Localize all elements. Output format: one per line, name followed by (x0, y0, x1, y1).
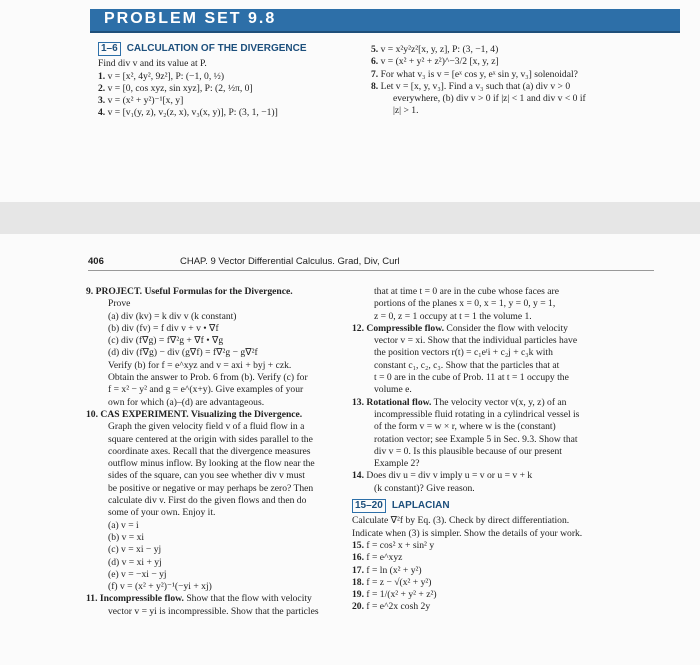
text-line (86, 520, 344, 532)
problem-number: 18. (352, 576, 367, 588)
text-line (352, 458, 614, 470)
text-line (352, 540, 614, 552)
problem-heading: Compressible flow. (366, 322, 445, 334)
line-text: (f) v = (x² + y²)⁻¹(−yi + xj) (108, 581, 212, 593)
problem-number: 11. (86, 593, 100, 605)
problem-number: 1. (98, 70, 108, 82)
line-text: f = e^xyz (366, 552, 403, 564)
text-line (86, 569, 344, 581)
text-line (352, 372, 614, 384)
text-line (98, 58, 360, 70)
text-line (352, 589, 614, 601)
text-line (86, 384, 344, 396)
line-text: the position vectors r(t) = c₁eᵗi + c₂j + c₃k with (374, 347, 553, 359)
line-text: coordinate axes. Recall that the divergence measures (108, 445, 311, 457)
line-text: The velocity vector v(x, y, z) of an (431, 396, 567, 408)
text-line (371, 44, 661, 56)
line-text: (d) v = xi + yj (108, 556, 162, 568)
line-text: (d) div (f∇g) − div (g∇f) = f∇²g − g∇²f (108, 347, 258, 359)
text-line (371, 105, 661, 117)
text-line (352, 323, 614, 335)
text-line (371, 93, 661, 105)
text-line (352, 515, 614, 527)
text-line (86, 347, 344, 359)
text-line (352, 384, 614, 396)
section-range: 1–6 (98, 42, 121, 56)
problem-number: 15. (352, 539, 367, 551)
problem-heading: Incompressible flow. (99, 593, 184, 605)
text-line (86, 470, 344, 482)
section-title: CALCULATION OF THE DIVERGENCE (126, 43, 307, 54)
text-line (86, 483, 344, 495)
line-text: f = 1/(x² + y² + z²) (366, 589, 437, 601)
line-text: Prove (108, 298, 131, 310)
line-text: outflow minus inflow. By looking at the flow near the (108, 458, 315, 470)
text-line (86, 606, 344, 618)
left-column (86, 286, 344, 618)
problem-number: 5. (371, 44, 381, 55)
line-text: f = ln (x² + y²) (366, 564, 422, 576)
text-line (86, 495, 344, 507)
text-line (352, 347, 614, 359)
line-text: Example 2? (374, 458, 420, 470)
line-text: v = (x² + y² + z²)^−3/2 [x, y, z] (380, 56, 499, 68)
line-text: Calculate ∇²f by Eq. (3). Check by direct differentiation. (352, 515, 570, 527)
text-line (352, 565, 614, 577)
line-text: |z| > 1. (393, 105, 419, 117)
problem-number: 19. (352, 589, 367, 601)
problem-number: 20. (352, 601, 367, 613)
line-text: (b) div (fv) = f div v + v • ∇f (108, 322, 219, 334)
text-line (86, 507, 344, 519)
line-text: calculate div v. First do the given flows and then do (108, 495, 307, 507)
text-line (352, 446, 614, 458)
problem-number: 2. (98, 82, 108, 94)
line-text: (c) div (f∇g) = f∇²g + ∇f • ∇g (108, 335, 224, 347)
text-line (86, 372, 344, 384)
text-line (86, 557, 344, 569)
chapter-title: CHAP. 9 Vector Differential Calculus. Grad, Div, Curl (180, 256, 400, 267)
text-line (371, 69, 661, 81)
line-text: of the form v = w × r, where w is the (constant) (374, 421, 556, 433)
line-text: some of your own. Enjoy it. (108, 507, 216, 519)
line-text: incompressible fluid rotating in a cylindrical vessel is (374, 408, 580, 420)
line-text: portions of the planes x = 0, x = 1, y = 0, y = 1, (374, 298, 556, 310)
text-line (371, 56, 661, 68)
right-column (352, 286, 614, 614)
text-line (352, 601, 614, 613)
text-line (86, 311, 344, 323)
line-text: div v = 0. Is this plausible because of our present (374, 445, 562, 457)
line-text: constant c₁, c₂, c₃. Show that the particles that at (374, 359, 560, 371)
line-text: f = z − √(x² + y²) (366, 576, 432, 588)
text-line (352, 360, 614, 372)
text-line (352, 470, 614, 482)
text-line (86, 335, 344, 347)
text-line (352, 483, 614, 495)
text-line (352, 409, 614, 421)
line-text: (c) v = xi − yj (108, 544, 162, 556)
line-text: Verify (b) for f = e^xyz and v = axi + byj + czk. (108, 359, 292, 371)
text-line (98, 71, 360, 83)
problem-number: 12. (352, 322, 367, 334)
section-title: LAPLACIAN (391, 500, 450, 512)
line-text: f = x² − y² and g = e^(x+y). Give examples of your (108, 384, 304, 396)
line-text: be positive or negative or may perhaps be zero? Then (108, 482, 314, 494)
text-line (98, 83, 360, 95)
problem-number: 6. (371, 56, 381, 68)
text-line (352, 552, 614, 564)
line-text: v = (x² + y²)⁻¹[x, y] (107, 95, 184, 107)
line-text: Find div v and its value at P. (98, 58, 207, 70)
line-text: v = x²y²z²[x, y, z], P: (3, −1, 4) (380, 44, 499, 55)
line-text: square centered at the origin with sides parallel to the (108, 433, 313, 445)
line-text: t = 0 are in the cube of Prob. 11 at t = 1 occupy the (374, 372, 569, 384)
line-text: v = [0, cos xyz, sin xyz], P: (2, ½π, 0] (107, 82, 253, 94)
problem-number: 13. (352, 396, 367, 408)
problem-number: 4. (98, 107, 108, 119)
text-line (98, 107, 360, 119)
line-text: (b) v = xi (108, 531, 145, 543)
section-range: 15–20 (352, 499, 386, 513)
right-column (371, 44, 661, 118)
line-text: Show that the flow with velocity (183, 593, 312, 605)
problem-number: 17. (352, 564, 367, 576)
line-text: v = [x², 4y², 9z²], P: (−1, 0, ½) (107, 70, 225, 82)
line-text: v = [v₁(y, z), v₂(z, x), v₃(x, y)], P: (3, 1, −1)] (107, 107, 278, 119)
problem-heading: Rotational flow. (366, 396, 432, 408)
text-line (352, 577, 614, 589)
text-line (352, 311, 614, 323)
header-rule (88, 270, 654, 271)
line-text: (a) v = i (108, 519, 139, 531)
text-line (86, 421, 344, 433)
text-line (86, 434, 344, 446)
text-line (352, 335, 614, 347)
line-text: vector v = yi is incompressible. Show that the particles (108, 605, 319, 617)
problem-set-banner (90, 9, 680, 33)
problem-number: 9. (86, 286, 96, 297)
line-text: everywhere, (b) div v > 0 if |z| < 1 and div v < 0 if (393, 93, 586, 105)
text-line (86, 458, 344, 470)
line-text: z = 0, z = 1 occupy at t = 1 the volume 1. (374, 310, 532, 322)
problem-number: 14. (352, 470, 367, 482)
running-head (88, 256, 400, 267)
line-text: Obtain the answer to Prob. 6 from (b). Verify (c) for (108, 372, 308, 384)
line-text: Let v = [x, y, v₃]. Find a v₃ such that (a) div v > 0 (380, 80, 571, 92)
problem-heading: PROJECT. Useful Formulas for the Divergence. (95, 286, 293, 297)
text-line (86, 286, 344, 298)
line-text: own for which (a)–(d) are advantageous. (108, 396, 265, 408)
text-line (352, 286, 614, 298)
text-line (371, 81, 661, 93)
text-line (86, 446, 344, 458)
text-line (352, 397, 614, 409)
line-text: Consider the flow with velocity (444, 322, 568, 334)
text-line (98, 95, 360, 107)
line-text: f = cos² x + sin² y (366, 539, 435, 551)
text-line (86, 298, 344, 310)
section-heading (352, 499, 614, 513)
text-line (86, 544, 344, 556)
line-text: sides of the square, can you see whether div v must (108, 470, 305, 482)
line-text: rotation vector; see Example 5 in Sec. 9.3. Show that (374, 433, 578, 445)
line-text: that at time t = 0 are in the cube whose faces are (374, 286, 559, 297)
text-line (352, 421, 614, 433)
text-line (86, 593, 344, 605)
line-text: For what v₃ is v = [eˣ cos y, eˣ sin y, v₃] solenoidal? (380, 68, 578, 80)
line-text: f = e^2x cosh 2y (366, 601, 431, 613)
banner-title: PROBLEM SET 9.8 (104, 10, 277, 27)
text-line (352, 528, 614, 540)
text-line (86, 581, 344, 593)
problem-heading: CAS EXPERIMENT. Visualizing the Divergence. (100, 408, 303, 420)
left-column (98, 42, 360, 120)
bottom-page (0, 234, 700, 665)
problem-number: 10. (86, 408, 101, 420)
text-line (352, 434, 614, 446)
section-heading (98, 42, 360, 56)
line-text: volume e. (374, 384, 412, 396)
problem-number: 16. (352, 552, 367, 564)
problem-number: 3. (98, 95, 108, 107)
text-line (86, 532, 344, 544)
text-line (86, 360, 344, 372)
problem-number: 8. (371, 80, 381, 92)
line-text: Does div u = div v imply u = v or u = v + k (366, 470, 533, 482)
text-line (86, 323, 344, 335)
text-line (86, 409, 344, 421)
line-text: (a) div (kv) = k div v (k constant) (108, 310, 237, 322)
line-text: (e) v = −xi − yj (108, 568, 167, 580)
line-text: (k constant)? Give reason. (374, 482, 475, 494)
problem-number: 7. (371, 68, 381, 80)
line-text: Indicate when (3) is simpler. Show the details of your work. (352, 527, 583, 539)
page-number: 406 (88, 256, 104, 267)
line-text: vector v = xi. Show that the individual particles have (374, 335, 578, 347)
line-text: Graph the given velocity field v of a fluid flow in a (108, 421, 305, 433)
text-line (86, 397, 344, 409)
top-page (0, 0, 700, 202)
text-line (352, 298, 614, 310)
